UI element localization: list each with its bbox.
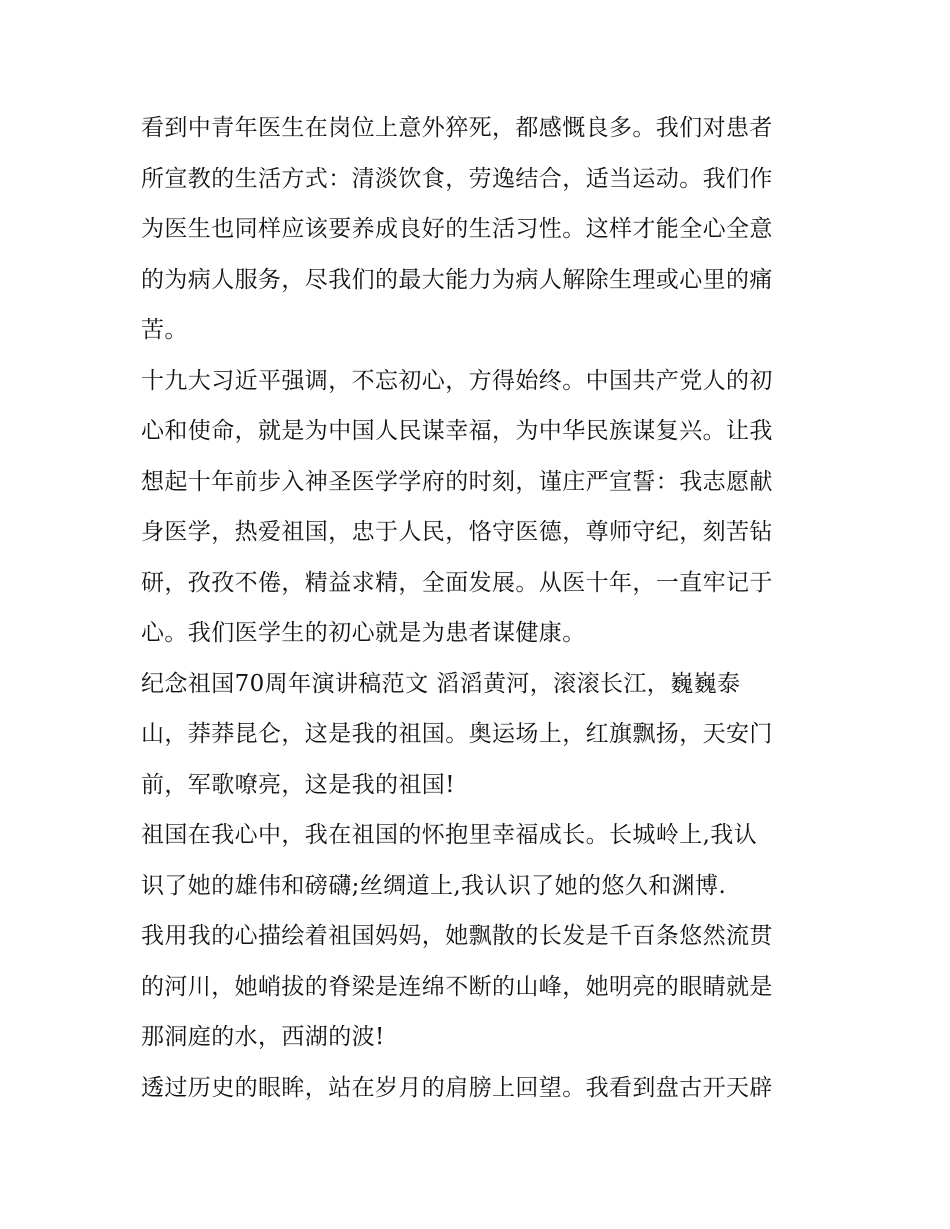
text-line: 祖国在我心中，我在祖国的怀抱里幸福成长。长城岭上,我认 (141, 822, 758, 848)
text-line: 我用我的心描绘着祖国妈妈，她飘散的长发是千百条悠然流贯 (141, 923, 773, 949)
text-line: 山，莽莽昆仑，这是我的祖国。奥运场上，红旗飘扬，天安门 (141, 721, 773, 747)
text-line: 苦。 (141, 317, 188, 343)
text-line: 的河川，她峭拔的脊梁是连绵不断的山峰，她明亮的眼睛就是 (141, 973, 773, 1000)
text-line: 想起十年前步入神圣医学学府的时刻，谨庄严宣誓：我志愿献 (141, 468, 773, 495)
text-line: 心和使命，就是为中国人民谋幸福，为中华民族谋复兴。让我 (141, 418, 773, 444)
text-line: 十九大习近平强调，不忘初心，方得始终。中国共产党人的初 (141, 367, 773, 394)
document-body (141, 103, 821, 1113)
text-line: 为医生也同样应该要养成良好的生活习性。这样才能全心全意 (141, 216, 773, 242)
text-line: 心。我们医学生的初心就是为患者谋健康。 (141, 620, 586, 646)
text-line: 研，孜孜不倦，精益求精，全面发展。从医十年，一直牢记于 (141, 569, 773, 596)
text-line: 的为病人服务，尽我们的最大能力为病人解除生理或心里的痛 (141, 266, 773, 293)
text-line: 所宣教的生活方式：清淡饮食，劳逸结合，适当运动。我们作 (141, 165, 773, 192)
text-line: 透过历史的眼眸，站在岁月的肩膀上回望。我看到盘古开天辟 (141, 1074, 773, 1101)
text-line: 前，军歌嘹亮，这是我的祖国! (141, 771, 455, 798)
text-line: 看到中青年医生在岗位上意外猝死，都感慨良多。我们对患者 (141, 115, 773, 141)
text-line: 识了她的雄伟和磅礴;丝绸道上,我认识了她的悠久和渊博. (141, 872, 727, 899)
text-line: 那洞庭的水，西湖的波! (141, 1024, 385, 1050)
text-line: 纪念祖国70周年演讲稿范文 滔滔黄河，滚滚长江，巍巍泰 (141, 670, 741, 697)
text-line: 身医学，热爱祖国，忠于人民，恪守医德，尊师守纪，刻苦钻 (141, 519, 773, 545)
